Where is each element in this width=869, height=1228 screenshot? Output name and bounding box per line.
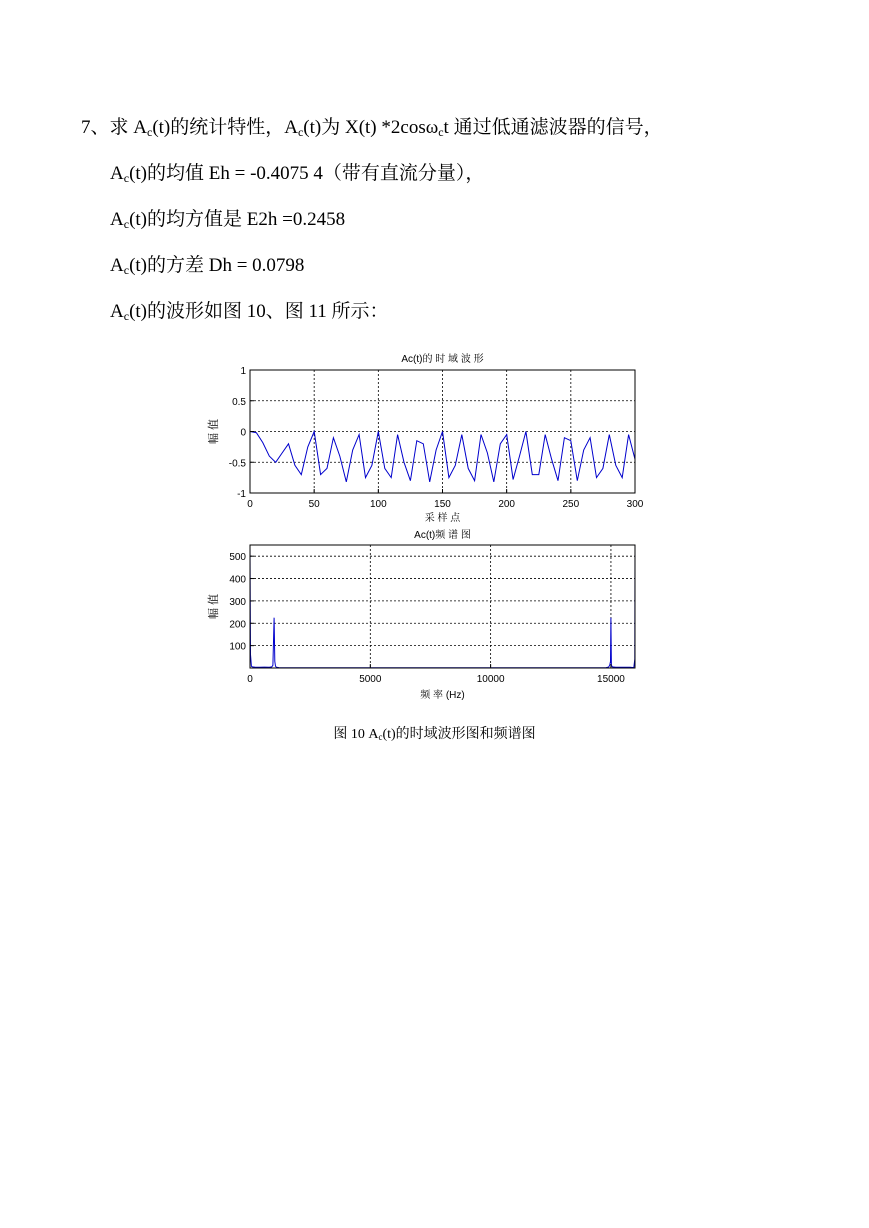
- data-point: [275, 462, 276, 463]
- x-axis-label: 采 样 点: [424, 513, 461, 524]
- subscript: c: [123, 263, 130, 277]
- data-point: [352, 449, 353, 450]
- variance-line: [110, 254, 304, 278]
- subscript: c: [123, 309, 130, 323]
- data-point: [448, 477, 449, 478]
- text-segment: 图 10 A: [333, 727, 379, 742]
- data-point: [273, 617, 274, 618]
- data-point: [570, 440, 571, 441]
- text-segment: (t)的均方值是 E2h =0.2458: [129, 209, 346, 230]
- data-point: [487, 452, 488, 453]
- data-point: [320, 474, 321, 475]
- text-segment: (t)的时域波形图和频谱图: [382, 727, 536, 742]
- x-tick-label: 100: [369, 499, 387, 510]
- x-axis-label: 频 率 (Hz): [420, 690, 465, 701]
- text-segment: t 通过低通滤波器的信号，: [443, 117, 663, 138]
- data-point: [326, 468, 327, 469]
- data-point: [610, 617, 611, 618]
- data-point: [423, 443, 424, 444]
- data-point: [583, 449, 584, 450]
- data-point: [506, 434, 507, 435]
- data-point: [269, 456, 270, 457]
- data-point: [365, 477, 366, 478]
- x-tick-label: 10000: [476, 674, 505, 685]
- y-tick-label: 300: [229, 596, 246, 608]
- data-point: [435, 449, 436, 450]
- data-point: [557, 480, 558, 481]
- y-tick-label: 100: [229, 641, 246, 653]
- subscript: c: [123, 217, 130, 231]
- data-point: [609, 665, 610, 666]
- data-point: [358, 434, 359, 435]
- y-tick-label: 200: [229, 619, 246, 631]
- subscript: c: [438, 125, 444, 139]
- data-point: [271, 666, 272, 667]
- data-point: [609, 434, 610, 435]
- data-point: [461, 434, 462, 435]
- data-point: [545, 434, 546, 435]
- y-tick-label: 0.5: [232, 396, 246, 408]
- waveform-intro-line: [110, 300, 389, 324]
- chart-1: [206, 352, 644, 524]
- subscript: c: [297, 125, 304, 139]
- data-point: [281, 452, 282, 453]
- data-point: [577, 480, 578, 481]
- data-point: [371, 465, 372, 466]
- data-point: [532, 474, 533, 475]
- y-axis-label: 幅 值: [208, 593, 220, 620]
- data-point: [397, 434, 398, 435]
- x-tick-label: 5000: [359, 674, 382, 685]
- data-point: [493, 481, 494, 482]
- data-point: [602, 468, 603, 469]
- data-point: [314, 431, 315, 432]
- y-tick-label: 400: [229, 574, 246, 586]
- data-point: [391, 477, 392, 478]
- data-point: [480, 434, 481, 435]
- text-segment: (t)的方差 Dh = 0.0798: [129, 255, 305, 276]
- data-point: [262, 442, 263, 443]
- data-point: [346, 481, 347, 482]
- data-point: [589, 437, 590, 438]
- x-tick-label: 15000: [597, 674, 625, 685]
- y-tick-label: -0.5: [228, 458, 246, 470]
- y-tick-label: 500: [229, 552, 246, 564]
- chart-title: Ac(t)频 谱 图: [414, 530, 471, 541]
- x-tick-label: 0: [247, 674, 253, 685]
- data-point: [274, 661, 275, 662]
- data-point: [429, 481, 430, 482]
- subscript: c: [123, 171, 130, 185]
- x-tick-label: 250: [562, 499, 580, 510]
- data-point: [252, 666, 253, 667]
- data-point: [307, 446, 308, 447]
- data-point: [301, 474, 302, 475]
- y-tick-label: -1: [237, 489, 246, 500]
- y-tick-label: 1: [240, 366, 246, 377]
- data-point: [551, 459, 552, 460]
- x-tick-label: 300: [626, 499, 644, 510]
- data-point: [272, 665, 273, 666]
- figure-caption: [0, 726, 869, 744]
- data-point: [455, 465, 456, 466]
- data-point: [416, 440, 417, 441]
- x-tick-label: 150: [434, 499, 451, 510]
- data-point: [500, 443, 501, 444]
- text-segment: (t)的统计特性，A: [152, 117, 298, 138]
- subscript: c: [146, 125, 153, 139]
- x-tick-label: 50: [308, 499, 320, 510]
- text-segment: A: [110, 301, 124, 322]
- data-point: [339, 456, 340, 457]
- text-segment: (t)为 X(t) *2cosω: [303, 117, 439, 138]
- data-point: [519, 456, 520, 457]
- text-segment: (t)的波形如图 10、图 11 所示：: [129, 301, 389, 322]
- data-point: [294, 465, 295, 466]
- y-axis-label: 幅 值: [208, 418, 220, 445]
- figure-10: [195, 346, 665, 706]
- data-point: [384, 468, 385, 469]
- axes-frame: [250, 545, 635, 668]
- subscript: c: [378, 732, 383, 742]
- data-point: [622, 477, 623, 478]
- text-segment: A: [110, 209, 124, 230]
- series-line: [250, 545, 635, 668]
- data-point: [256, 432, 257, 433]
- data-point: [333, 437, 334, 438]
- mean-line: [110, 162, 484, 186]
- data-point: [275, 666, 276, 667]
- question-line: [81, 116, 663, 140]
- data-point: [468, 468, 469, 469]
- data-point: [525, 431, 526, 432]
- data-point: [410, 480, 411, 481]
- text-segment: 7、求 A: [81, 117, 147, 138]
- y-tick-label: 0: [240, 427, 246, 439]
- text-segment: A: [110, 255, 124, 276]
- data-point: [564, 437, 565, 438]
- charts-svg: [195, 346, 665, 706]
- data-point: [538, 474, 539, 475]
- data-point: [612, 666, 613, 667]
- data-point: [288, 443, 289, 444]
- data-point: [378, 431, 379, 432]
- data-point: [474, 480, 475, 481]
- mean-square-line: [110, 208, 345, 232]
- chart-2: [206, 528, 636, 701]
- data-point: [628, 434, 629, 435]
- text-segment: A: [110, 163, 124, 184]
- x-tick-label: 200: [498, 499, 516, 510]
- data-point: [403, 462, 404, 463]
- data-point: [610, 661, 611, 662]
- data-point: [442, 431, 443, 432]
- x-tick-label: 0: [247, 499, 253, 510]
- data-point: [596, 477, 597, 478]
- chart-title: Ac(t)的 时 域 波 形: [401, 354, 484, 365]
- data-point: [512, 479, 513, 480]
- text-segment: (t)的均值 Eh = -0.4075 4（带有直流分量），: [129, 163, 485, 184]
- data-point: [615, 465, 616, 466]
